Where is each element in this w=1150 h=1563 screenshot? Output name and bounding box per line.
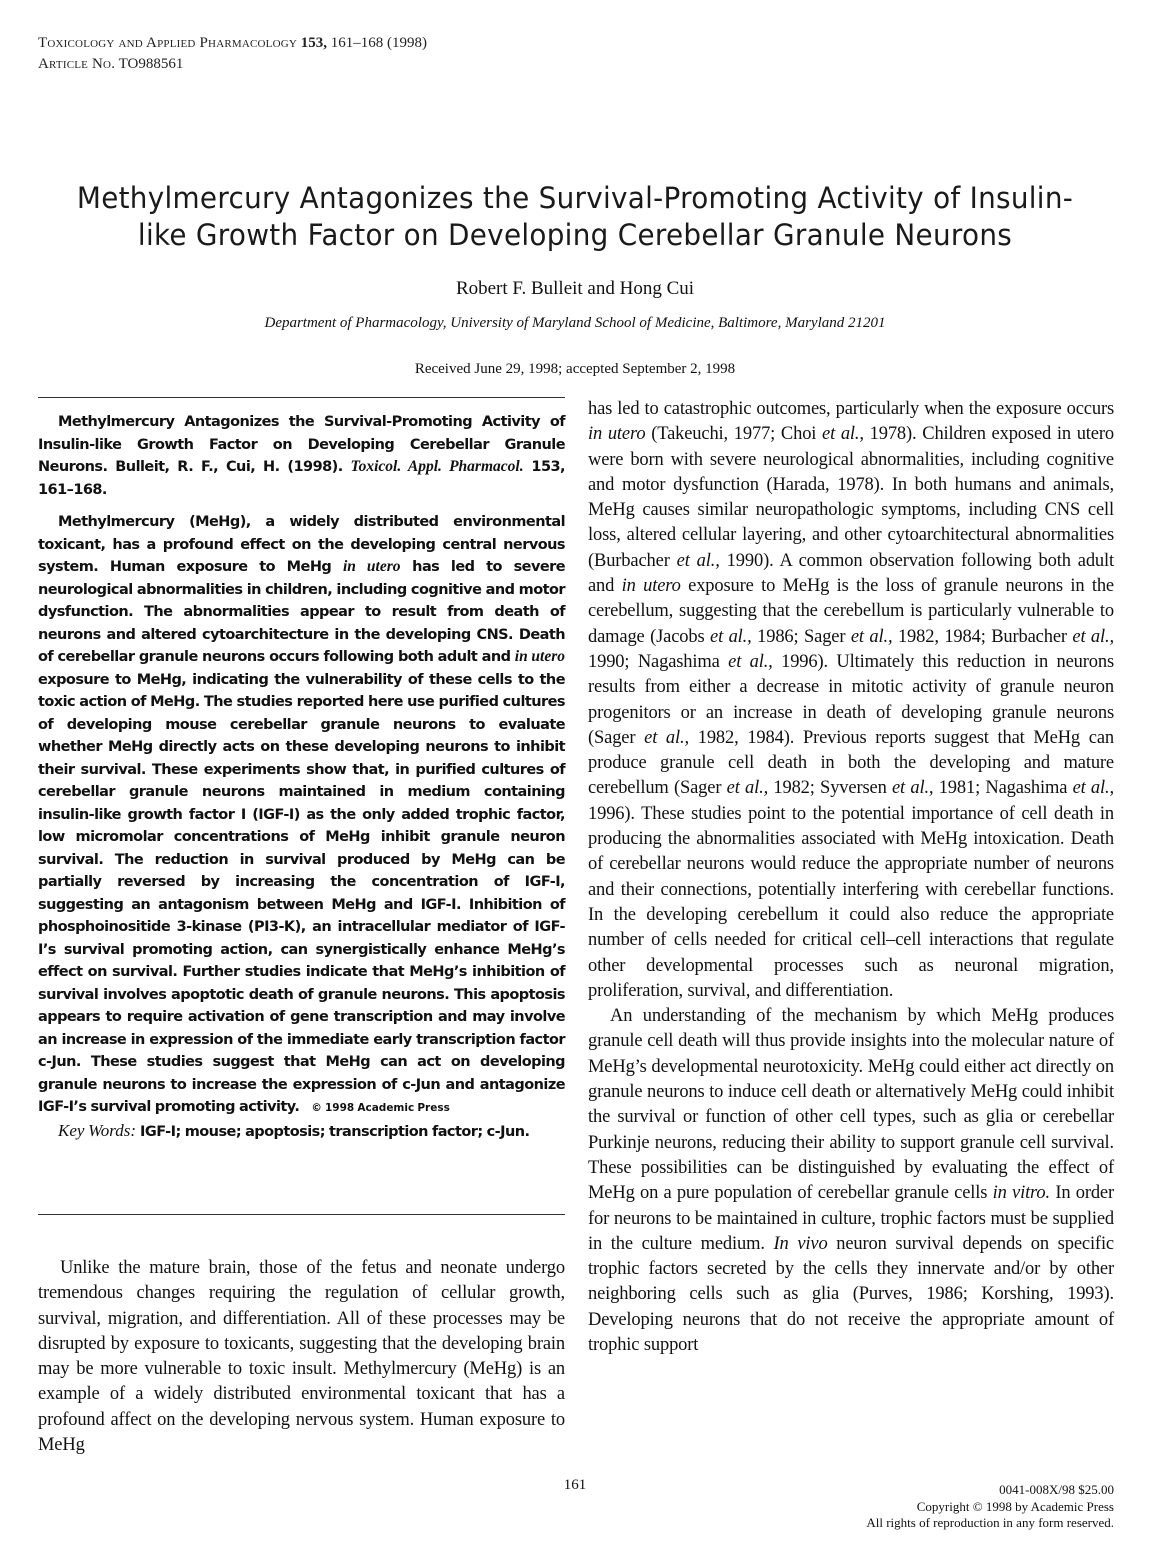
paper-title	[52, 180, 1098, 254]
right-column	[588, 397, 1114, 1358]
authors: Robert F. Bulleit and Hong Cui	[455, 278, 695, 299]
citation-journal: Toxicol. Appl. Pharmacol.	[350, 458, 524, 475]
abstract-body-part3: exposure to MeHg, indicating the vulnerability of these cells to the toxic action of MeHg. The studies reported here use purified cultures of developing mouse cerebellar granule neurons to evaluate whether MeHg directly acts on these developing neurons to inhibit their survival. These experiments show that, in purified cultures of cerebellar granule neurons maintained in medium containing insulin-like growth factor I (IGF-I) as the only added trophic factor, low micromolar concentrations of MeHg inhibit granule neuron survival. The reduction in survival produced by MeHg can be partially reversed by increasing the concentration of IGF-I, suggesting an antagonism between MeHg and IGF-I. Inhibition of phosphoinositide 3-kinase (PI3-K), an intracellular mediator of IGF-I’s survival promoting action, can synergistically enhance MeHg’s effect on survival. Further studies indicate that MeHg’s inhibition of survival involves apoptotic death of granule neurons. This apoptosis appears to require activation of gene transcription and may involve an increase in expression of the immediate early transcription factor c-Jun. These studies suggest that MeHg can act on developing granule neurons to increase the expression of c-Jun and antagonize IGF-I’s survival promoting activity.	[38, 671, 565, 1115]
affiliation: Department of Pharmacology, University of Maryland School of Medicine, Baltimore, Maryland 21201	[264, 315, 886, 331]
abstract-body	[38, 511, 565, 1120]
footer-copyright: Copyright © 1998 by Academic Press	[916, 1498, 1114, 1514]
footer-rights: All rights of reproduction in any form reserved.	[866, 1515, 1114, 1530]
journal-name: Toxicology and Applied Pharmacology	[38, 35, 298, 51]
running-header	[38, 33, 427, 75]
right-paragraph-2: An understanding of the mechanism by which MeHg produces granule cell death will thus provide insights into the molecular nature of MeHg’s developmental neurotoxicity. MeHg could either act directly on granule neurons to induce cell death or alternatively MeHg could inhibit the survival or function of other cell types, such as glia or cerebellar Purkinje neurons, reducing their ability to support granule cell survival. These possibilities can be distinguished by evaluating the effect of MeHg on a pure population of cerebellar granule cells in vitro. In order for neurons to be maintained in culture, trophic factors must be supplied in the culture medium. In vivo neuron survival depends on specific trophic factors secreted by the cells they innervate and/or by other neighboring cells such as glia (Purves, 1986; Korshing, 1993). Developing neurons that do not receive the appropriate amount of trophic support	[588, 1006, 1115, 1355]
keywords-list: IGF-I; mouse; apoptosis; transcription factor; c-Jun.	[140, 1123, 530, 1140]
journal-pages: 161–168 (1998)	[330, 35, 428, 51]
keywords	[38, 1120, 565, 1144]
copyright-footer	[866, 1482, 1114, 1532]
price-code: 0041-008X/98 $25.00	[999, 1482, 1114, 1497]
right-paragraph-1: has led to catastrophic outcomes, particularly when the exposure occurs in utero (Takeuchi, 1977; Choi et al., 1978). Children exposed in utero were born with severe neurological abnormalities, including cognitive and motor dysfunction (Harada, 1978). In both humans and animals, MeHg causes similar neuropathologic symptoms, including CNS cell loss, altered cellular layering, and other cytoarchitectural abnormalities (Burbacher et al., 1990). A common observation following both adult and in utero exposure to MeHg is the loss of granule neurons in the cerebellum, suggesting that the cerebellum is particularly vulnerable to damage (Jacobs et al., 1986; Sager et al., 1982, 1984; Burbacher et al., 1990; Nagashima et al., 1996). Ultimately this reduction in neurons results from either a decrease in mitotic activity of granule neuron progenitors or an increase in death of developing granule neurons (Sager et al., 1982, 1984). Previous reports suggest that MeHg can produce granule cell death in both the developing and mature cerebellum (Sager et al., 1982; Syversen et al., 1981; Nagashima et al., 1996). These studies point to the potential importance of cell death in producing the abnormalities associated with MeHg intoxication. Death of cerebellar neurons would reduce the appropriate number of neurons and their connections, potentially interfering with cerebellar functions. In the developing cerebellum it could also reduce the appropriate number of cells needed for critical cell–cell interactions that regulate other developmental processes such as neuronal migration, proliferation, survival, and differentiation.	[588, 399, 1115, 1001]
abstract-body-part2: has led to severe neurological abnormalities in children, including cognitive and motor dysfunction. The abnormalities appear to result from death of neurons and altered cytoarchitecture in the developing CNS. Death of cerebellar granule neurons occurs following both adult and	[38, 559, 566, 665]
article-number-line	[38, 54, 427, 75]
citation-volume: 153, 161–168.	[38, 459, 565, 498]
citation-text: Methylmercury Antagonizes the Survival-Promoting Activity of Insulin-like Growth Factor on Developing Cerebellar Granule Neurons. Bulleit, R. F., Cui, H. (1998).	[38, 414, 565, 475]
in-utero-italic: in utero	[342, 558, 401, 575]
intro-paragraph: Unlike the mature brain, those of the fetus and neonate undergo tremendous changes requiring the regulation of cellular growth, survival, migration, and differentiation. All of these processes may be disrupted by exposure to toxicants, suggesting that the developing brain may be more vulnerable to toxic insult. Methylmercury (MeHg) is an example of a widely distributed environmental toxicant that has a profound affect on the developing nervous system. Human exposure to MeHg	[38, 1258, 565, 1456]
abstract-citation	[38, 411, 565, 501]
article-no-label: Article No.	[38, 56, 116, 72]
journal-line	[38, 33, 427, 54]
article-no: TO988561	[118, 56, 184, 72]
title-line-1: Methylmercury Antagonizes the Survival-Promoting Activity of Insulin-	[76, 181, 1074, 215]
abstract-copyright: © 1998 Academic Press	[311, 1102, 450, 1114]
abstract-body-part1: Methylmercury (MeHg), a widely distributed environmental toxicant, has a profound effect on the developing central nervous system. Human exposure to MeHg	[38, 514, 565, 575]
title-line-2: like Growth Factor on Developing Cerebellar Granule Neurons	[137, 218, 1013, 252]
in-utero-italic: in utero	[514, 648, 566, 665]
intro-left-column	[38, 1256, 565, 1458]
page-number: 161	[563, 1477, 587, 1493]
abstract	[38, 411, 565, 1143]
keywords-label: Key Words:	[58, 1120, 137, 1140]
abstract-top-rule	[38, 397, 565, 398]
abstract-bottom-rule	[38, 1214, 565, 1215]
journal-volume: 153,	[300, 35, 328, 51]
received-dates: Received June 29, 1998; accepted September 2, 1998	[414, 361, 736, 377]
